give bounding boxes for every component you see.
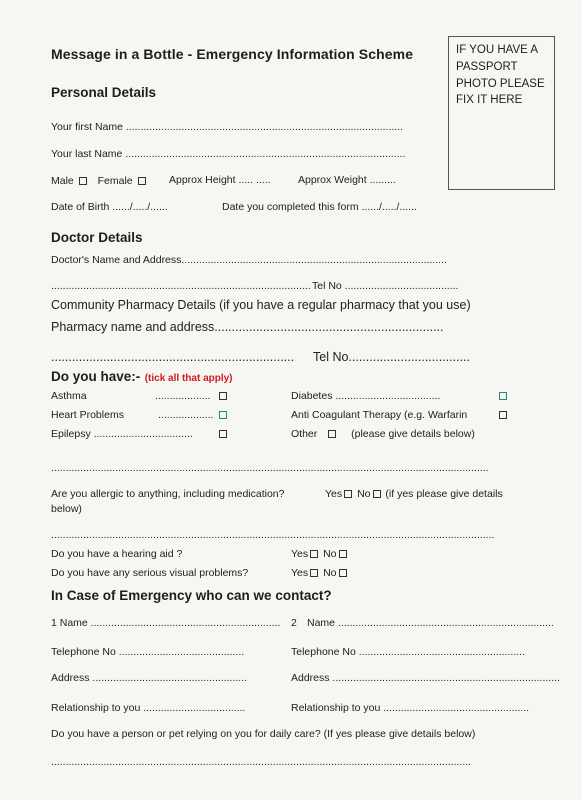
visual-answers bbox=[291, 567, 349, 579]
contact2-tel-field[interactable]: Telephone No ......................................................... bbox=[291, 646, 525, 658]
emergency-heading: In Case of Emergency who can we contact? bbox=[51, 588, 332, 603]
visual-yes-checkbox[interactable] bbox=[310, 569, 318, 577]
contact2-relationship-field[interactable]: Relationship to you .................................................. bbox=[291, 702, 530, 714]
pharmacy-address-line[interactable]: ...................................................................... bbox=[51, 350, 295, 364]
photo-box-line: PHOTO PLEASE bbox=[456, 78, 545, 90]
photo-box-line: FIX IT HERE bbox=[456, 94, 523, 106]
asthma-box-wrap bbox=[217, 390, 229, 402]
contact1-tel-field[interactable]: Telephone No ........................................... bbox=[51, 646, 245, 658]
gender-row bbox=[51, 175, 148, 187]
height-field[interactable]: Approx Height ..... ..... bbox=[169, 174, 271, 186]
diabetes-checkbox[interactable] bbox=[499, 392, 507, 400]
contact2-number: 2 bbox=[291, 617, 297, 629]
photo-box-line: PASSPORT bbox=[456, 61, 518, 73]
visual-question: Do you have any serious visual problems? bbox=[51, 567, 249, 579]
photo-box[interactable] bbox=[448, 36, 555, 190]
anticoag-label: Anti Coagulant Therapy (e.g. Warfarin bbox=[291, 409, 468, 421]
weight-field[interactable]: Approx Weight ......... bbox=[298, 174, 396, 186]
doctor-heading: Doctor Details bbox=[51, 230, 143, 245]
anticoag-checkbox[interactable] bbox=[499, 411, 507, 419]
doctor-tel-field[interactable]: Tel No ....................................... bbox=[312, 280, 459, 292]
epilepsy-label: Epilepsy .................................. bbox=[51, 428, 193, 440]
male-checkbox[interactable] bbox=[79, 177, 87, 185]
other-note: (please give details below) bbox=[351, 428, 475, 440]
heart-label: Heart Problems bbox=[51, 409, 124, 421]
heart-checkbox[interactable] bbox=[219, 411, 227, 419]
asthma-label: Asthma bbox=[51, 390, 87, 402]
anticoag-box-wrap bbox=[497, 409, 509, 421]
allergy-no-label: No bbox=[357, 488, 371, 500]
other-row bbox=[291, 428, 475, 440]
allergy-note: (if yes please give details bbox=[385, 488, 503, 500]
diabetes-box-wrap bbox=[497, 390, 509, 402]
hearing-no-checkbox[interactable] bbox=[339, 550, 347, 558]
last-name-field[interactable]: Your last Name ................................................................................................ bbox=[51, 148, 406, 160]
epilepsy-checkbox[interactable] bbox=[219, 430, 227, 438]
allergy-question: Are you allergic to anything, including medication? bbox=[51, 488, 285, 500]
date-completed-field[interactable]: Date you completed this form ....../...../...... bbox=[222, 201, 417, 213]
conditions-heading-row bbox=[51, 368, 233, 386]
allergy-yes-label: Yes bbox=[325, 488, 343, 500]
doctor-name-address-field[interactable]: Doctor's Name and Address........................................................................................... bbox=[51, 254, 447, 266]
hearing-yes-checkbox[interactable] bbox=[310, 550, 318, 558]
visual-no-checkbox[interactable] bbox=[339, 569, 347, 577]
allergy-details-line[interactable]: ........................................................................................................................................................ bbox=[51, 529, 495, 541]
conditions-heading: Do you have:- bbox=[51, 369, 141, 384]
hearing-answers bbox=[291, 548, 349, 560]
pharmacy-tel-field[interactable]: Tel No................................... bbox=[313, 350, 470, 364]
form-title: Message in a Bottle - Emergency Information Scheme bbox=[51, 46, 414, 62]
diabetes-label: Diabetes .................................... bbox=[291, 390, 441, 402]
first-name-field[interactable]: Your first Name ............................................................................................... bbox=[51, 121, 404, 133]
contact1-address-field[interactable]: Address ..................................................... bbox=[51, 672, 248, 684]
heart-dots: ................... bbox=[158, 409, 214, 421]
allergy-yes-checkbox[interactable] bbox=[344, 490, 352, 498]
allergy-note-below: below) bbox=[51, 503, 82, 515]
pharmacy-name-field[interactable]: Pharmacy name and address.................................................................. bbox=[51, 320, 444, 334]
hearing-yes-label: Yes bbox=[291, 548, 309, 560]
care-question: Do you have a person or pet relying on you for daily care? (If yes please give details below) bbox=[51, 728, 476, 740]
asthma-checkbox[interactable] bbox=[219, 392, 227, 400]
care-details-line[interactable]: ................................................................................................................................................ bbox=[51, 756, 472, 768]
tick-note: (tick all that apply) bbox=[144, 373, 233, 384]
contact2-address-field[interactable]: Address .............................................................................. bbox=[291, 672, 560, 684]
contact1-name-field[interactable]: 1 Name ................................................................. bbox=[51, 617, 281, 629]
visual-no-label: No bbox=[323, 567, 337, 579]
community-pharmacy-text: Community Pharmacy Details (if you have a regular pharmacy that you use) bbox=[51, 298, 471, 312]
contact2-name-field[interactable]: Name .......................................................................... bbox=[307, 617, 554, 629]
conditions-details-line[interactable]: ...................................................................................................................................................... bbox=[51, 462, 489, 474]
contact1-relationship-field[interactable]: Relationship to you ................................... bbox=[51, 702, 246, 714]
female-checkbox[interactable] bbox=[138, 177, 146, 185]
dob-field[interactable]: Date of Birth ....../...../...... bbox=[51, 201, 168, 213]
personal-heading: Personal Details bbox=[51, 85, 157, 100]
hearing-no-label: No bbox=[323, 548, 337, 560]
doctor-address-line[interactable]: ......................................................................................... bbox=[51, 280, 311, 292]
male-label: Male bbox=[51, 175, 74, 187]
hearing-question: Do you have a hearing aid ? bbox=[51, 548, 183, 560]
other-checkbox[interactable] bbox=[328, 430, 336, 438]
allergy-answers bbox=[325, 488, 503, 500]
female-label: Female bbox=[97, 175, 133, 187]
visual-yes-label: Yes bbox=[291, 567, 309, 579]
heart-box-wrap bbox=[217, 409, 229, 421]
asthma-dots: ................... bbox=[155, 390, 211, 402]
other-label: Other bbox=[291, 428, 318, 440]
allergy-no-checkbox[interactable] bbox=[373, 490, 381, 498]
epilepsy-box-wrap bbox=[217, 428, 229, 440]
photo-box-line: IF YOU HAVE A bbox=[456, 44, 539, 56]
